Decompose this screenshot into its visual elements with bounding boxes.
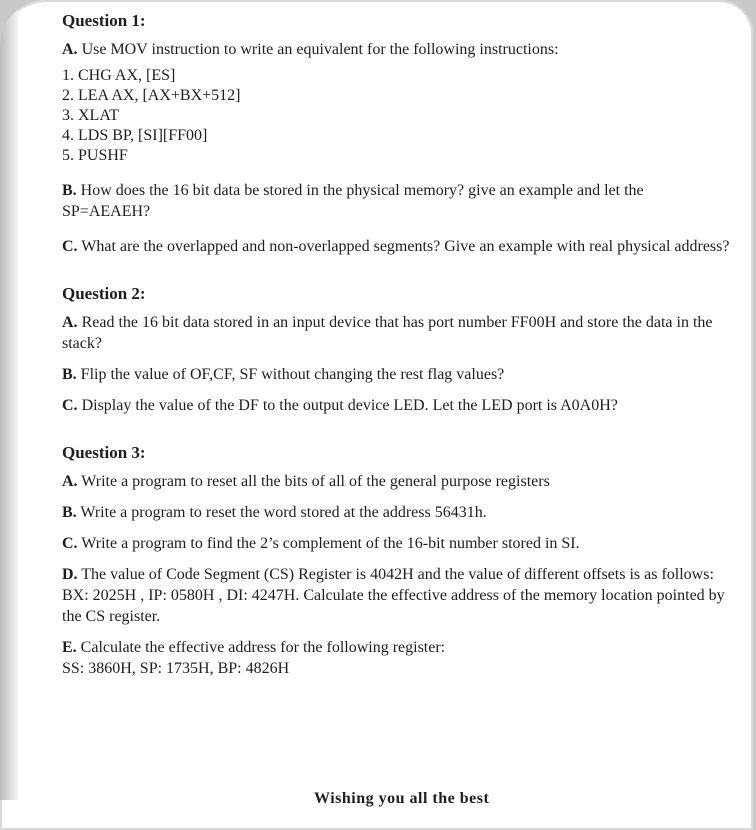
q3-part-e-text: Calculate the effective address for the following register: xyxy=(80,639,446,656)
exam-content xyxy=(62,10,732,679)
q2-part-b-text: Flip the value of OF,CF, SF without changing the rest flag values? xyxy=(80,366,505,383)
q1-part-a-text: Use MOV instruction to write an equivalent for the following instructions: xyxy=(81,41,559,58)
q2-part-a xyxy=(62,312,732,354)
q2-part-a-text: Read the 16 bit data stored in an input device that has port number FF00H and store the data in the stack? xyxy=(62,314,713,352)
list-item: 5. PUSHF xyxy=(62,147,128,164)
list-item: 3. XLAT xyxy=(62,107,119,124)
q3-part-a-text: Write a program to reset all the bits of all of the general purpose registers xyxy=(81,473,550,490)
q3-part-e xyxy=(62,637,732,679)
q3-part-c xyxy=(62,533,732,554)
q3-part-c-letter: C. xyxy=(62,535,78,552)
q3-part-a-letter: A. xyxy=(62,473,78,490)
list-item: 4. LDS BP, [SI][FF00] xyxy=(62,127,208,144)
page-edge xyxy=(0,0,18,800)
q1-part-b-text: How does the 16 bit data be stored in the physical memory? give an example and let the SP=AEAEH? xyxy=(62,182,644,220)
q1-part-c-text: What are the overlapped and non-overlapped segments? Give an example with real physical address? xyxy=(81,238,730,255)
q3-part-a xyxy=(62,471,732,492)
q3-part-b-text: Write a program to reset the word stored at the address 56431h. xyxy=(80,504,487,521)
q1-part-b-letter: B. xyxy=(62,182,77,199)
question-3-title: Question 3: xyxy=(62,443,146,462)
q2-part-b-letter: B. xyxy=(62,366,77,383)
q2-part-c xyxy=(62,395,732,416)
q1-part-b xyxy=(62,180,732,222)
q3-part-e-letter: E. xyxy=(62,639,77,656)
footer-message: Wishing you all the best xyxy=(314,790,490,807)
q2-part-c-text: Display the value of the DF to the output device LED. Let the LED port is A0A0H? xyxy=(81,397,618,414)
q2-part-c-letter: C. xyxy=(62,397,78,414)
q1-part-a-letter: A. xyxy=(62,41,78,58)
q3-part-b xyxy=(62,502,732,523)
q3-part-b-letter: B. xyxy=(62,504,77,521)
q3-part-d-text: The value of Code Segment (CS) Register is 4042H and the value of different offsets is as follows: BX: 2025H , IP: 0580H , DI: 4247H. Calculate the effective address of the memory location pointed by the CS register. xyxy=(62,566,725,625)
q1-instruction-list xyxy=(62,66,732,166)
q3-part-d-letter: D. xyxy=(62,566,78,583)
q2-part-a-letter: A. xyxy=(62,314,78,331)
q1-part-c-letter: C. xyxy=(62,238,78,255)
q3-part-c-text: Write a program to find the 2’s complement of the 16-bit number stored in SI. xyxy=(81,535,580,552)
q1-part-a xyxy=(62,39,732,60)
q2-part-b xyxy=(62,364,732,385)
list-item: 1. CHG AX, [ES] xyxy=(62,67,176,84)
question-2-title: Question 2: xyxy=(62,284,146,303)
question-1-title: Question 1: xyxy=(62,11,146,30)
q3-part-e-values: SS: 3860H, SP: 1735H, BP: 4826H xyxy=(62,660,290,677)
q1-part-c xyxy=(62,236,732,257)
list-item: 2. LEA AX, [AX+BX+512] xyxy=(62,87,241,104)
q3-part-d xyxy=(62,564,732,627)
